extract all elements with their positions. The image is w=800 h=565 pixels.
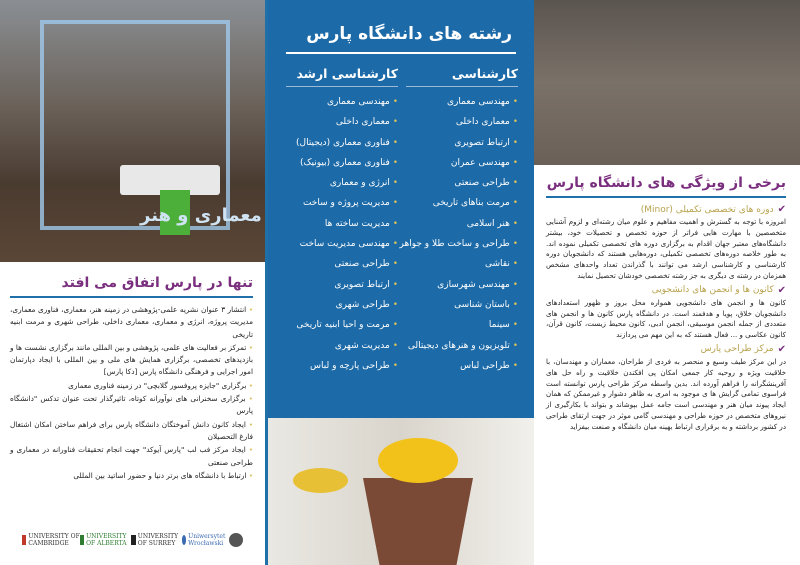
- left-panel: [0, 0, 268, 565]
- feature-text: کانون ها و انجمن های دانشجویی همواره محل بروز و ظهور استعدادهای دانشجویان خلاق، پویا و هدفمند است. در دانشگاه پارس کانون ها و انجمن های متعددی از جمله انجمن موسیقی، انجمن ادبی، کانون محیط زیست، کانون قرآن، کانون عکاسی و ... فعال هستند که به این مهم می پردازند: [546, 297, 786, 340]
- program-item: • ارتباط تصویری: [286, 280, 398, 300]
- program-item: • مرمت و احیا ابنیه تاریخی: [286, 320, 398, 340]
- list-item: • ارتباط با دانشگاه های برتر دنیا و حضور اساتید بین المللی: [10, 470, 253, 482]
- feature-heading: ✔ دوره های تخصصی تکمیلی (Minor): [640, 204, 786, 215]
- section-title: برخی از ویژگی های دانشگاه پارس: [546, 175, 786, 191]
- programs-panel: [268, 0, 534, 418]
- bachelor-column: [399, 66, 518, 381]
- middle-panel: [268, 0, 534, 565]
- program-item: • هنر اسلامی: [406, 219, 518, 239]
- program-item: • مهندسی شهرسازی: [406, 280, 518, 300]
- list-item: • تمرکز بر فعالیت های علمی، پژوهشی و بین المللی مانند برگزاری نشست ها و بازدیدهای تخصصی، برگزاری همایش های ملی و بین المللی با ایجاد دپارتمان امور اجرایی و فرهنگی دانشگاه پارس [دکا پارس]: [10, 342, 253, 379]
- surrey-logo: UNIVERSITY OF SURREY: [131, 533, 181, 547]
- logo-frame: [40, 20, 230, 230]
- program-item: • مدیریت ساخته ها: [286, 219, 398, 239]
- partner-logos: [22, 533, 243, 547]
- program-item: • مهندسی عمران: [406, 158, 518, 178]
- program-item: • باستان شناسی: [406, 300, 518, 320]
- cambridge-logo: UNIVERSITY OF CAMBRIDGE: [22, 533, 80, 547]
- check-icon: ✔: [777, 204, 786, 215]
- program-item: • طراحی صنعتی: [406, 178, 518, 198]
- master-heading: کارشناسی ارشد: [286, 66, 398, 87]
- program-item: • طراحی لباس: [406, 361, 518, 381]
- wroclaw-logo: Uniwersytet Wrocławski: [182, 533, 229, 547]
- program-item: • معماری داخلی: [286, 117, 398, 137]
- program-item: • ارتباط تصویری: [406, 138, 518, 158]
- program-item: • معماری داخلی: [406, 117, 518, 137]
- feature-heading: ✔ کانون ها و انجمن های دانشجویی: [651, 284, 786, 296]
- campus-courtyard-photo: [0, 0, 265, 262]
- highlights-list: [10, 304, 253, 482]
- program-item: • فناوری معماری (بیونیک): [286, 158, 398, 178]
- right-panel: [534, 0, 800, 565]
- list-item: • برگزاری سخنرانی های نوآورانه کوتاه، تاثیرگذار تحت عنوان تدکس "دانشگاه پارس: [10, 393, 253, 418]
- section-title: تنها در پارس اتفاق می افتد: [61, 275, 253, 291]
- program-item: • مهندسی معماری: [406, 97, 518, 117]
- university-seal-icon: [229, 533, 243, 547]
- flower: [378, 438, 458, 483]
- program-item: • فناوری معماری (دیجیتال): [286, 138, 398, 158]
- program-item: • طراحی و ساخت طلا و جواهر: [406, 239, 518, 259]
- divider: [546, 196, 786, 198]
- program-item: • طراحی پارچه و لباس: [286, 361, 398, 381]
- alberta-logo: UNIVERSITY OF ALBERTA: [80, 533, 132, 547]
- pot: [363, 478, 473, 565]
- feature-text: امروزه با توجه به گسترش و اهمیت مفاهیم و علوم میان رشته‌ای و لزوم آشنایی متخصصین با مهارت هایی فراتر از حوزه تخصص و تحصیلات خود، بیشتر دانشگاه‌های معتبر جهان اقدام به برگزاری دوره های تخصصی تکمیلی نموده اند. به طور خلاصه دوره‌های تخصصی تکمیلی، دوره‌هایی هستند که دانشجویان دوره کارشناسی و کارشناسی ارشد می توانند با گذراندن تعداد واحدهای مشخص همزمان در رشته ی دیگری به جز رشته تخصصی خودشان تحصیل نمایند: [546, 217, 786, 280]
- list-item: • برگزاری "جایزه پروفسور گلابچی" در زمینه فناوری معماری: [10, 380, 253, 392]
- program-item: • انرژی و معماری: [286, 178, 398, 198]
- program-item: • مدیریت پروژه و ساخت: [286, 198, 398, 218]
- program-item: • تلویزیون و هنرهای دیجیتالی: [406, 341, 518, 361]
- bachelor-heading: کارشناسی: [406, 66, 518, 87]
- program-item: • مهندسی مدیریت ساخت: [286, 239, 398, 259]
- program-item: • مرمت بناهای تاریخی: [406, 198, 518, 218]
- feature-text: در این مرکز طیف وسیع و منحصر به فردی از طراحان، معماران و مهندسان، با خلاقیت ویژه و روحیه کار جمعی امکان پی افکندن خلاقیت و راه حل های آفرینشگرانه را فراهم آورده اند. بدین واسطه مرکز طراحی پارس توانسته است فراسوی تمامی گرایش ها ی موجود به امری به ظاهر دشوار و غیرممکن که همان ایجاد پیوند میان هنر و مهندسی است جامه عمل بپوشاند و بتواند با بکارگیری از نیروهای متخصص در حوزه طراحی و مهندسی گامی موثر در جهت ارتقای طراحی در کشور برداشته و به برقراری ارتباط بهینه میان دانشگاه و صنعت بیفزاید: [546, 356, 786, 431]
- list-item: • ایجاد مرکز فب لب "پارس آیوکد" جهت انجام تحقیقات فناورانه در معماری و طراحی صنعتی: [10, 444, 253, 469]
- photo-overlay-text: معماری و هنر: [140, 205, 262, 226]
- flower: [293, 468, 348, 493]
- programs-title: رشته های دانشگاه پارس: [306, 24, 512, 44]
- flower-pot-photo: [268, 418, 534, 565]
- list-item: • ایجاد کانون دانش آموختگان دانشگاه پارس برای فراهم ساختن امکان اشتغال فارغ التحصیلان: [10, 419, 253, 444]
- program-item: • نقاشی: [406, 259, 518, 279]
- master-column: [286, 66, 398, 381]
- program-item: • مدیریت شهری: [286, 341, 398, 361]
- only-in-pars-section: [10, 275, 253, 483]
- list-item: • انتشار ۳ عنوان نشریه علمی-پژوهشی در زمینه هنر، معماری، فناوری معماری، مدیریت پروژه، انرژی و معماری، معماری داخلی، طراحی شهری و مرمت ابنیه تاریخی: [10, 304, 253, 341]
- program-item: • سینما: [406, 320, 518, 340]
- exhibition-photo: [534, 0, 800, 165]
- divider: [10, 296, 253, 298]
- check-icon: ✔: [777, 343, 786, 355]
- program-item: • طراحی صنعتی: [286, 259, 398, 279]
- program-item: • طراحی شهری: [286, 300, 398, 320]
- features-section: [546, 175, 786, 433]
- feature-heading: ✔ مرکز طراحی پارس: [700, 343, 786, 355]
- check-icon: ✔: [777, 284, 786, 296]
- program-item: • مهندسی معماری: [286, 97, 398, 117]
